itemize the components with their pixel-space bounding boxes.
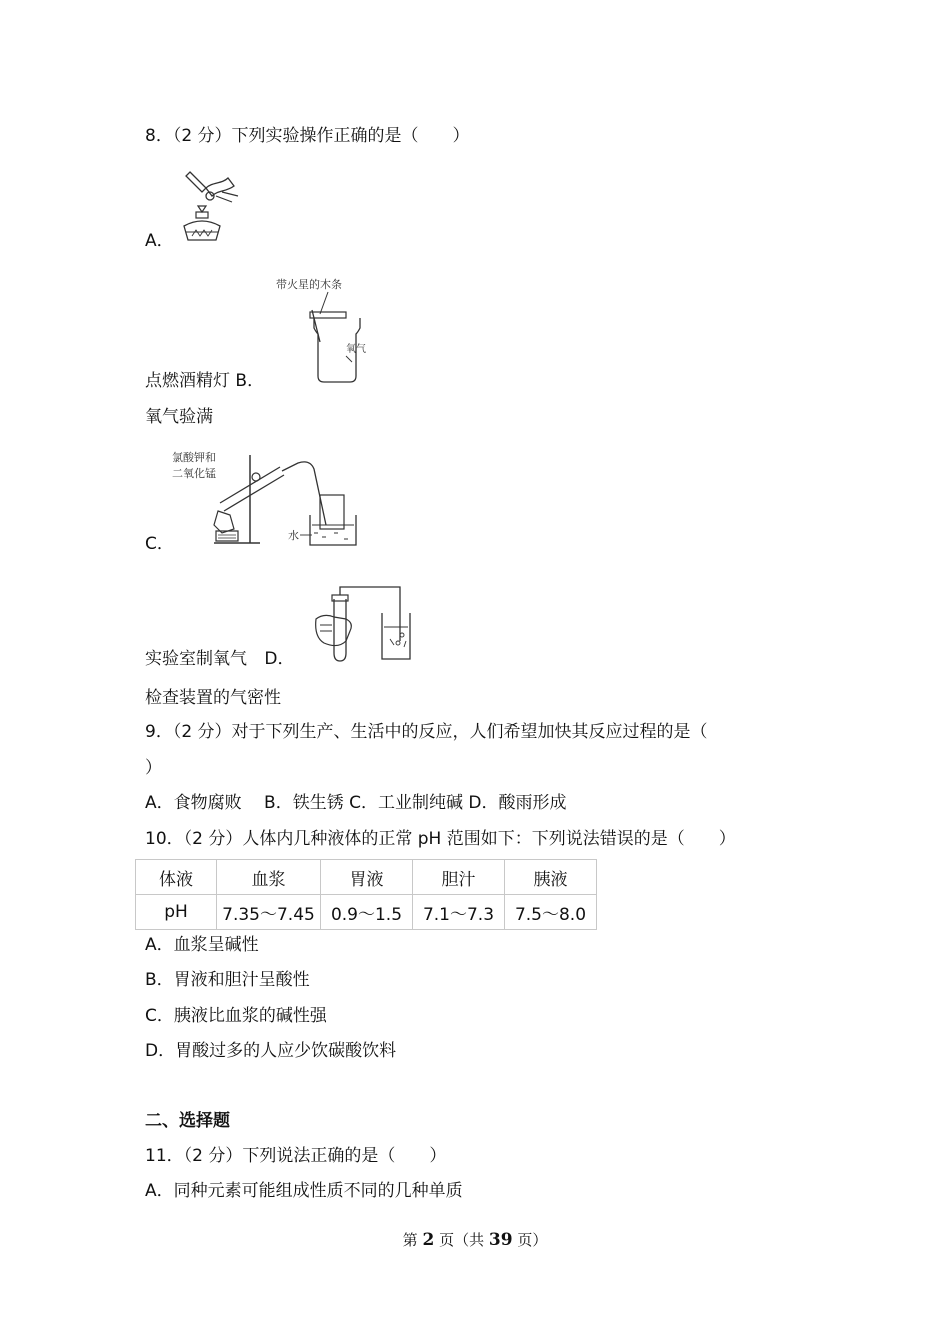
table-header-cell: 胆汁: [413, 860, 505, 895]
figure-b-label-top: 带火星的木条: [276, 278, 342, 291]
option-b-letter: B．: [235, 371, 265, 391]
table-cell: 7.1～7.3: [413, 895, 505, 930]
table-header-cell: 胰液: [505, 860, 597, 895]
q10-option-c: C．胰液比血浆的碱性强: [145, 1006, 327, 1026]
figure-oxygen-full-test: [272, 272, 372, 386]
q8-stem: 8．（2 分）下列实验操作正确的是（ ）: [145, 126, 470, 146]
q10-option-b: B．胃液和胆汁呈酸性: [145, 970, 310, 990]
option-a-caption-text: 点燃酒精灯: [145, 371, 230, 391]
table-header-cell: 血浆: [217, 860, 321, 895]
q9-stem-line1: 9．（2 分）对于下列生产、生活中的反应，人们希望加快其反应过程的是（: [145, 722, 708, 742]
q8-option-b-caption: 氧气验满: [145, 407, 213, 427]
table-row: [136, 860, 597, 895]
page-footer: [0, 1229, 950, 1250]
q8-option-c-caption: [145, 648, 295, 670]
figure-c-label-2: 二氧化锰: [172, 467, 216, 480]
table-header-cell: 胃液: [321, 860, 413, 895]
table-cell: 7.5～8.0: [505, 895, 597, 930]
figure-c-label-water: 水: [288, 529, 299, 542]
q8-option-c-letter: C．: [145, 534, 174, 554]
footer-total-pages: 39: [488, 1230, 513, 1250]
figure-c-label-1: 氯酸钾和: [172, 451, 216, 464]
table-cell: 7.35～7.45: [217, 895, 321, 930]
figure-b-label-side: 氧气: [346, 344, 366, 355]
section-title: 二、选择题: [145, 1111, 230, 1131]
option-d-letter: D．: [264, 649, 295, 669]
figure-lighting-alcohol-lamp: [172, 166, 254, 246]
footer-middle: 页（共: [439, 1231, 485, 1249]
q8-option-d-caption: 检查装置的气密性: [145, 688, 281, 708]
figure-oxygen-preparation-apparatus: [170, 445, 362, 549]
table-cell: 0.9～1.5: [321, 895, 413, 930]
table-row: [136, 895, 597, 930]
q9-stem-line2: ）: [145, 758, 162, 778]
q11-stem: 11．（2 分）下列说法正确的是（ ）: [145, 1146, 447, 1166]
footer-prefix: 第: [402, 1231, 418, 1249]
figure-airtightness-check: [310, 583, 416, 667]
q9-options: A．食物腐败 B．铁生锈 C．工业制纯碱 D．酸雨形成: [145, 793, 567, 813]
footer-page-number: 2: [422, 1230, 435, 1250]
q8-option-a-letter: A．: [145, 231, 174, 251]
q10-option-d: D．胃酸过多的人应少饮碳酸饮料: [145, 1041, 397, 1061]
table-header-cell: 体液: [136, 860, 217, 895]
q11-option-a: A．同种元素可能组成性质不同的几种单质: [145, 1181, 463, 1201]
q10-stem: 10．（2 分）人体内几种液体的正常 pH 范围如下：下列说法错误的是（ ）: [145, 829, 736, 849]
q10-option-a: A．血浆呈碱性: [145, 935, 259, 955]
q8-option-a-caption: [145, 370, 264, 392]
footer-suffix: 页）: [517, 1231, 548, 1249]
option-c-caption-text: 实验室制氧气: [145, 649, 247, 669]
table-cell: pH: [136, 895, 217, 930]
ph-table: [135, 859, 597, 930]
